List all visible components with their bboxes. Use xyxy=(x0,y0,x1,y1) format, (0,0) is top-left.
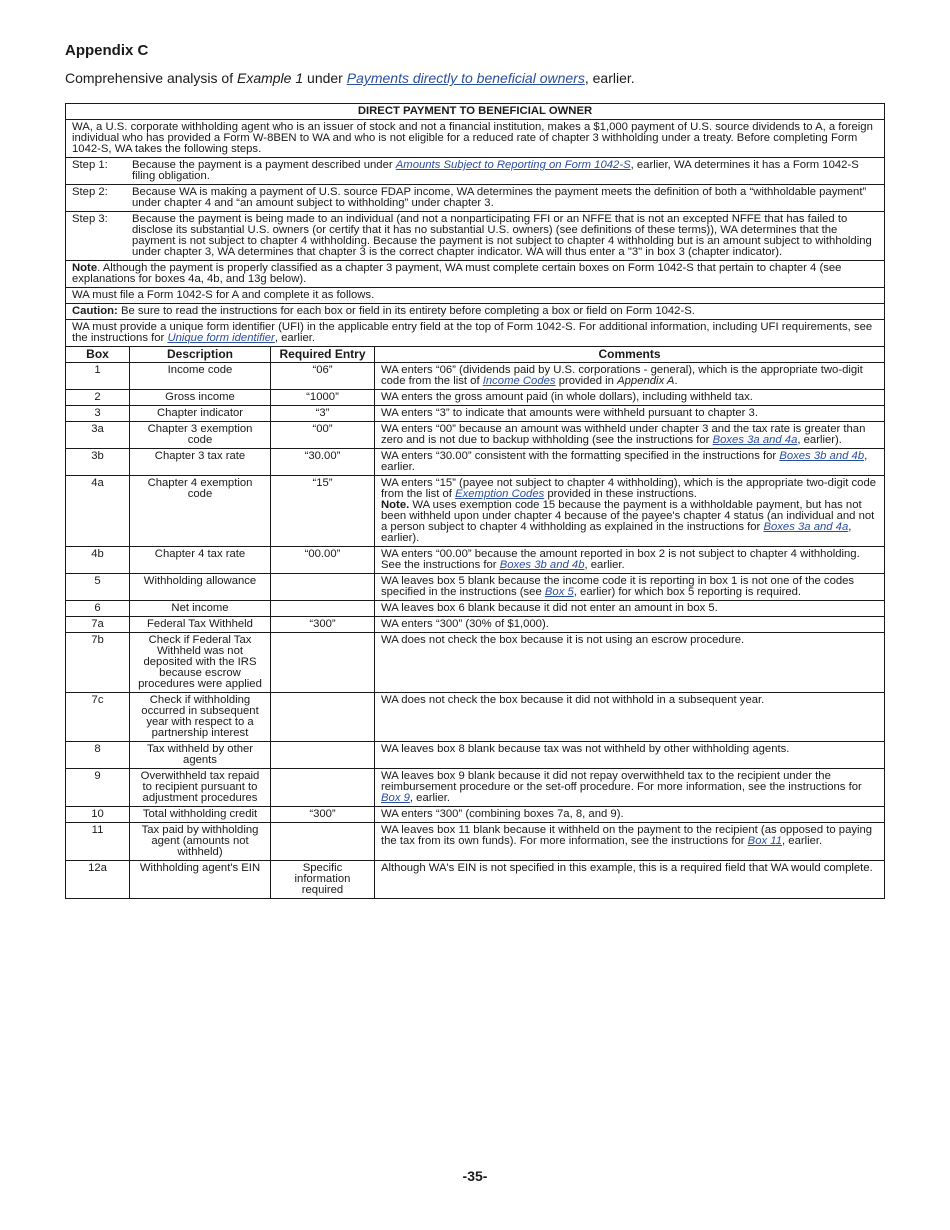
comment-text: , earlier. xyxy=(782,835,823,847)
intro-text: Comprehensive analysis of xyxy=(65,70,237,86)
required-entry-cell xyxy=(271,693,375,742)
description-cell: Check if Federal Tax Withheld was not deposited with the IRS because escrow procedures were applied xyxy=(130,633,271,693)
comment-bold: Note. xyxy=(381,499,410,511)
comment-text: WA leaves box 8 blank because tax was not withheld by other withholding agents. xyxy=(381,743,790,755)
comment-link[interactable]: Boxes 3a and 4a xyxy=(763,521,849,533)
required-entry-cell xyxy=(271,823,375,861)
box-number-cell: 6 xyxy=(66,601,130,617)
comment-text: , earlier. xyxy=(584,559,625,571)
page-content xyxy=(65,42,885,899)
step-text-part: Because WA is making a payment of U.S. source FDAP income, WA determines the payment meets the definition of both a “withholdable payment” under chapter 4 and “an amount subject to withholding” under chapter 3. xyxy=(132,186,867,209)
comment-link[interactable]: Boxes 3a and 4a xyxy=(712,434,798,446)
comment-text: WA leaves box 11 blank because it withheld on the payment to the recipient (as opposed to paying the tax from its own funds). For more information, see the instructions for xyxy=(381,824,873,847)
required-entry-cell: Specific information required xyxy=(271,861,375,899)
box-number-cell: 7c xyxy=(66,693,130,742)
column-header-required-entry: Required Entry xyxy=(271,347,375,363)
box-number-cell: 7b xyxy=(66,633,130,693)
comment-text: WA enters the gross amount paid (in whole dollars), including withheld tax. xyxy=(381,391,753,403)
step-text-part: Because the payment is being made to an individual (and not a nonparticipating FFI or an NFFE that is not an excepted NFFE that has failed to disclose its substantial U.S. owners (or certify that it has no substantial U.S. owners) (see definitions of these terms)), WA determines that the payment is not subject to chapter 4 withholding. Because the payment is not subject to chapter 4 withholding but is an amount subject to withholding under chapter 3, WA determines that chapter 3 is the correct chapter indicator. WA will thus enter a "3" in box 3 (chapter indicator). xyxy=(132,213,872,258)
table-row xyxy=(66,633,885,693)
table-row xyxy=(66,574,885,601)
comment-text: WA does not check the box because it did not withhold in a subsequent year. xyxy=(381,694,765,706)
description-cell: Tax withheld by other agents xyxy=(130,742,271,769)
required-entry-cell: “30.00” xyxy=(271,449,375,476)
required-entry-cell: “00.00” xyxy=(271,547,375,574)
description-cell: Overwithheld tax repaid to recipient pursuant to adjustment procedures xyxy=(130,769,271,807)
box-number-cell: 12a xyxy=(66,861,130,899)
step-text xyxy=(132,214,878,258)
step-cell xyxy=(66,212,885,261)
box-number-cell: 3 xyxy=(66,406,130,422)
step-cell xyxy=(66,185,885,212)
beneficial-owner-table xyxy=(65,103,885,899)
description-cell: Chapter 4 exemption code xyxy=(130,476,271,547)
comment-text: , earlier). xyxy=(381,521,852,544)
table-row xyxy=(66,693,885,742)
comment-text: WA enters “00” because an amount was withheld under chapter 3 and the tax rate is greater than zero and is not due to backup withholding (see the instructions for xyxy=(381,423,866,446)
note-row xyxy=(66,261,885,288)
intro-text: , earlier. xyxy=(584,70,635,86)
comment-text: WA uses exemption code 15 because the payment is a withholdable payment, but has not been withheld upon under chapter 4 because of the payee's chapter 4 status (an individual and not a person subject to chapter 4 withholding as explained in the instructions for xyxy=(381,499,875,533)
required-entry-cell xyxy=(271,742,375,769)
table-row xyxy=(66,476,885,547)
note-label: Note xyxy=(72,262,98,274)
required-entry-cell xyxy=(271,769,375,807)
comment-link[interactable]: Box 11 xyxy=(747,835,783,847)
must-file-text: WA must file a Form 1042-S for A and complete it as follows. xyxy=(66,288,885,304)
required-entry-cell: “300” xyxy=(271,617,375,633)
comment-text: . xyxy=(674,375,678,387)
table-row xyxy=(66,390,885,406)
table-row xyxy=(66,422,885,449)
table-row xyxy=(66,363,885,390)
box-number-cell: 3b xyxy=(66,449,130,476)
table-row xyxy=(66,601,885,617)
box-number-cell: 3a xyxy=(66,422,130,449)
table-row xyxy=(66,617,885,633)
required-entry-cell: “00” xyxy=(271,422,375,449)
comment-text: provided in these instructions. xyxy=(544,488,697,500)
comment-text: WA does not check the box because it is not using an escrow procedure. xyxy=(381,634,745,646)
comment-text: , earlier. xyxy=(409,792,451,804)
comments-cell xyxy=(375,547,885,574)
unique-form-identifier-link[interactable]: Unique form identifier xyxy=(167,332,275,344)
step-row xyxy=(66,158,885,185)
table-header: DIRECT PAYMENT TO BENEFICIAL OWNER xyxy=(66,104,885,120)
box-number-cell: 5 xyxy=(66,574,130,601)
box-number-cell: 2 xyxy=(66,390,130,406)
description-cell: Tax paid by withholding agent (amounts not withheld) xyxy=(130,823,271,861)
caution-text: Be sure to read the instructions for each box or field in its entirety before completing a box or field on Form 1042-S. xyxy=(117,305,695,317)
comments-cell xyxy=(375,861,885,899)
caution-row xyxy=(66,304,885,320)
scenario-text: WA, a U.S. corporate withholding agent who is an issuer of stock and not a financial institution, makes a $1,000 payment of U.S. source dividends to A, a foreign individual who has provided a Form W-8BEN to WA and who is not eligible for a reduced rate of chapter 3 withholding under a treaty. Before completing Form 1042-S, WA takes the following steps. xyxy=(66,120,885,158)
comments-cell xyxy=(375,476,885,547)
comment-link[interactable]: Boxes 3b and 4b xyxy=(499,559,585,571)
comment-link[interactable]: Exemption Codes xyxy=(455,488,545,500)
box-number-cell: 10 xyxy=(66,807,130,823)
required-entry-cell: “300” xyxy=(271,807,375,823)
comment-text: , earlier) for which box 5 reporting is required. xyxy=(573,586,802,598)
step-text xyxy=(132,187,878,209)
required-entry-cell xyxy=(271,601,375,617)
required-entry-cell xyxy=(271,633,375,693)
comment-text: provided in xyxy=(555,375,618,387)
description-cell: Withholding allowance xyxy=(130,574,271,601)
step-label: Step 2: xyxy=(72,186,108,198)
comments-cell xyxy=(375,574,885,601)
comment-text: , earlier). xyxy=(797,434,842,446)
comment-link[interactable]: Boxes 3b and 4b xyxy=(779,450,865,462)
comment-text: WA leaves box 6 blank because it did not enter an amount in box 5. xyxy=(381,602,718,614)
comment-link[interactable]: Income Codes xyxy=(482,375,556,387)
step-row xyxy=(66,185,885,212)
step-text xyxy=(132,160,878,182)
intro-example-ref: Example 1 xyxy=(236,70,304,86)
step-label: Step 1: xyxy=(72,159,108,171)
table-row xyxy=(66,742,885,769)
comment-text: WA enters “06” (dividends paid by U.S. corporations - general), which is the appropriate two-digit code from the list of xyxy=(381,364,863,387)
column-header-comments: Comments xyxy=(375,347,885,363)
column-header-row xyxy=(66,347,885,363)
comment-text: WA leaves box 5 blank because the income code it is reporting in box 1 is not one of the codes specified in the instructions (see xyxy=(381,575,855,598)
required-entry-cell: “06” xyxy=(271,363,375,390)
intro-paragraph xyxy=(65,69,885,87)
step-cell xyxy=(66,158,885,185)
caution-label: Caution: xyxy=(72,305,118,317)
comment-link[interactable]: Box 9 xyxy=(381,792,410,804)
ufi-row xyxy=(66,320,885,347)
ufi-text: WA must provide a unique form identifier (UFI) in the applicable entry field at the top of Form 1042-S. For additional information, including UFI requirements, see the instructions for xyxy=(72,321,873,344)
comment-text: WA enters “300” (30% of $1,000). xyxy=(381,618,549,630)
comment-italic: Appendix A xyxy=(617,375,675,387)
box-number-cell: 7a xyxy=(66,617,130,633)
description-cell: Net income xyxy=(130,601,271,617)
page-number: -35- xyxy=(462,1168,488,1184)
page-title: Appendix C xyxy=(65,42,149,59)
comments-cell xyxy=(375,769,885,807)
table-row xyxy=(66,807,885,823)
ufi-text: , earlier. xyxy=(274,332,316,344)
table-row xyxy=(66,449,885,476)
comment-text: Although WA's EIN is not specified in this example, this is a required field that WA would complete. xyxy=(381,862,873,874)
box-number-cell: 8 xyxy=(66,742,130,769)
comments-cell xyxy=(375,406,885,422)
table-row xyxy=(66,547,885,574)
step-text-part: , earlier, WA determines it has a Form 1042-S filing obligation. xyxy=(132,159,859,182)
box-number-cell: 1 xyxy=(66,363,130,390)
required-entry-cell: “1000” xyxy=(271,390,375,406)
comment-text: WA enters “30.00” consistent with the formatting specified in the instructions for xyxy=(381,450,780,462)
column-header-description: Description xyxy=(130,347,271,363)
step-row xyxy=(66,212,885,261)
comments-cell xyxy=(375,693,885,742)
comments-cell xyxy=(375,422,885,449)
box-number-cell: 4b xyxy=(66,547,130,574)
description-cell: Chapter 4 tax rate xyxy=(130,547,271,574)
comments-cell xyxy=(375,742,885,769)
comments-cell xyxy=(375,807,885,823)
comments-cell xyxy=(375,449,885,476)
box-number-cell: 11 xyxy=(66,823,130,861)
description-cell: Chapter 3 tax rate xyxy=(130,449,271,476)
step-label: Step 3: xyxy=(72,213,108,225)
intro-text: under xyxy=(303,70,347,86)
description-cell: Gross income xyxy=(130,390,271,406)
table-row xyxy=(66,406,885,422)
comment-text: WA enters “15” (payee not subject to chapter 4 withholding), which is the appropriate two-digit code from the list of xyxy=(381,477,877,500)
step-text-part: Because the payment is a payment described under xyxy=(132,159,396,171)
comment-text: , earlier. xyxy=(381,450,868,473)
description-cell: Federal Tax Withheld xyxy=(130,617,271,633)
comments-cell xyxy=(375,633,885,693)
required-entry-cell: “15” xyxy=(271,476,375,547)
comments-cell xyxy=(375,601,885,617)
step-link[interactable]: Amounts Subject to Reporting on Form 1042-S xyxy=(395,159,631,171)
comments-cell xyxy=(375,823,885,861)
comments-cell xyxy=(375,363,885,390)
comment-link[interactable]: Box 5 xyxy=(544,586,574,598)
description-cell: Income code xyxy=(130,363,271,390)
description-cell: Chapter 3 exemption code xyxy=(130,422,271,449)
required-entry-cell: “3” xyxy=(271,406,375,422)
payments-beneficial-owners-link[interactable]: Payments directly to beneficial owners xyxy=(346,70,585,86)
comment-text: WA leaves box 9 blank because it did not repay overwithheld tax to the recipient under the reimbursement procedure or the set-off procedure. For more information, see the instructions for xyxy=(381,770,862,793)
note-text: . Although the payment is properly classified as a chapter 3 payment, WA must complete certain boxes on Form 1042-S that pertain to chapter 4 (see explanations for boxes 4a, 4b, and 13g below). xyxy=(72,262,842,285)
table-row xyxy=(66,823,885,861)
comments-cell xyxy=(375,390,885,406)
comment-text: WA enters “300” (combining boxes 7a, 8, and 9). xyxy=(381,808,624,820)
table-row xyxy=(66,861,885,899)
comment-text: WA enters “00.00” because the amount reported in box 2 is not subject to chapter 4 withholding. See the instructions for xyxy=(381,548,860,571)
box-number-cell: 4a xyxy=(66,476,130,547)
column-header-box: Box xyxy=(66,347,130,363)
description-cell: Check if withholding occurred in subsequent year with respect to a partnership interest xyxy=(130,693,271,742)
box-number-cell: 9 xyxy=(66,769,130,807)
comments-cell xyxy=(375,617,885,633)
comment-text: WA enters “3” to indicate that amounts were withheld pursuant to chapter 3. xyxy=(381,407,758,419)
description-cell: Total withholding credit xyxy=(130,807,271,823)
description-cell: Withholding agent's EIN xyxy=(130,861,271,899)
description-cell: Chapter indicator xyxy=(130,406,271,422)
table-row xyxy=(66,769,885,807)
required-entry-cell xyxy=(271,574,375,601)
